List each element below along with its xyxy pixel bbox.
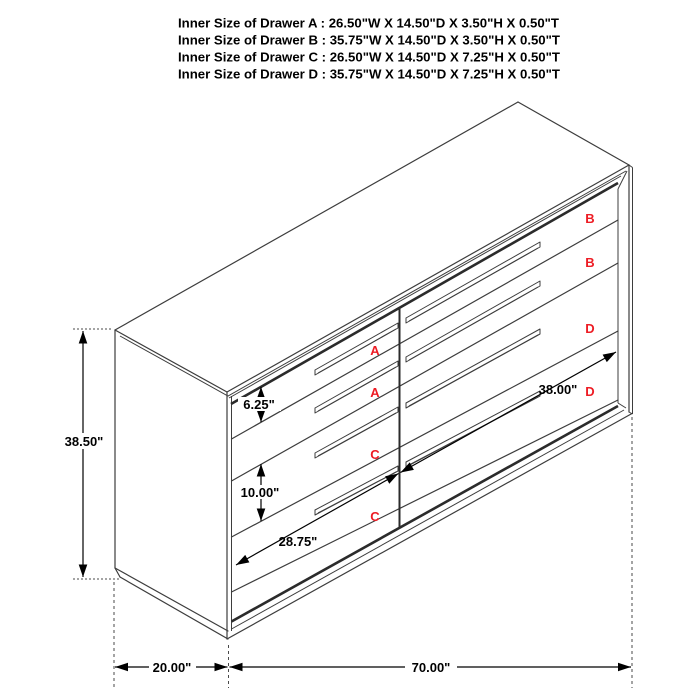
drawer-letter-labels [370, 211, 594, 524]
left-section-arrow-lower-left [236, 555, 249, 565]
drawer-label-b2: B [585, 255, 595, 270]
depth-value: 20.00" [152, 660, 192, 675]
drawer-c2-handle-inner [318, 472, 396, 513]
drawer-label-c2: C [370, 509, 380, 524]
top-reveal-line [229, 176, 621, 398]
bottom-plinth-line [232, 410, 625, 629]
width-arrow-left [230, 663, 243, 672]
row-divider-3 [232, 331, 619, 537]
height-arrow-up [79, 331, 88, 344]
drawer-a2-handle-inner [318, 367, 396, 411]
top-drawer-height-value: 6.25" [243, 397, 275, 412]
depth-dimension [114, 582, 229, 688]
overall-height-dimension [60, 329, 119, 579]
overall-height-value: 38.50" [64, 434, 104, 449]
dresser-cabinet-outline [115, 102, 633, 639]
lower-drawer-height-value: 10.00" [240, 485, 280, 500]
top-rail-band [231, 183, 618, 404]
depth-arrow-left [115, 663, 128, 672]
drawer-size-title-block [178, 16, 560, 82]
title-line-drawer-d: Inner Size of Drawer D : 35.75"W X 14.50"D X 7.25"H X 0.50"T [178, 66, 560, 82]
top-left-edge [115, 330, 227, 392]
title-line-drawer-a: Inner Size of Drawer A : 26.50"W X 14.50"D X 3.50"H X 0.50"T [178, 15, 559, 31]
drawer-label-a1: A [370, 343, 380, 358]
right-bottom-corner-line [618, 403, 626, 408]
top-drawer-height-dimension [238, 387, 281, 422]
right-section-arrow-upper-right [603, 352, 616, 362]
top-right-back-edge [518, 102, 629, 165]
drawer-label-a2: A [370, 385, 380, 400]
drawer-b2-handle-inner [409, 287, 538, 360]
height-arrow-down [79, 565, 88, 578]
right-top-corner-line [618, 171, 627, 189]
side-bottom-edge [115, 568, 228, 631]
side-floor-edge [120, 577, 228, 639]
drawer-label-d2: D [585, 384, 595, 399]
drawer-c1-handle-inner [318, 413, 396, 456]
drawer-label-d1: D [585, 321, 595, 336]
drawer-label-c1: C [370, 447, 380, 462]
drawer-label-b1: B [585, 211, 595, 226]
left-section-width-value: 28.75" [278, 534, 318, 549]
title-line-drawer-c: Inner Size of Drawer C : 26.50"W X 14.50"D X 7.25"H X 0.50"T [178, 49, 560, 65]
width-arrow-right [618, 663, 631, 672]
overall-width-value: 70.00" [411, 660, 451, 675]
right-section-width-value: 38.00" [538, 382, 578, 397]
row-divider-4 [232, 400, 619, 592]
top-panel-thickness-line [120, 171, 626, 396]
title-line-drawer-b: Inner Size of Drawer B : 35.75"W X 14.50"D X 3.50"H X 0.50"T [178, 32, 560, 48]
bottom-floor-edge [227, 414, 632, 640]
drawer-b1-handle-inner [409, 248, 538, 321]
bottom-rail-band [232, 406, 619, 622]
depth-arrow-right [215, 663, 228, 672]
top-back-edge [115, 102, 518, 330]
row-divider-1 [232, 220, 619, 439]
drawer-a1-handle-inner [318, 329, 396, 373]
overall-width-dimension [230, 417, 633, 688]
